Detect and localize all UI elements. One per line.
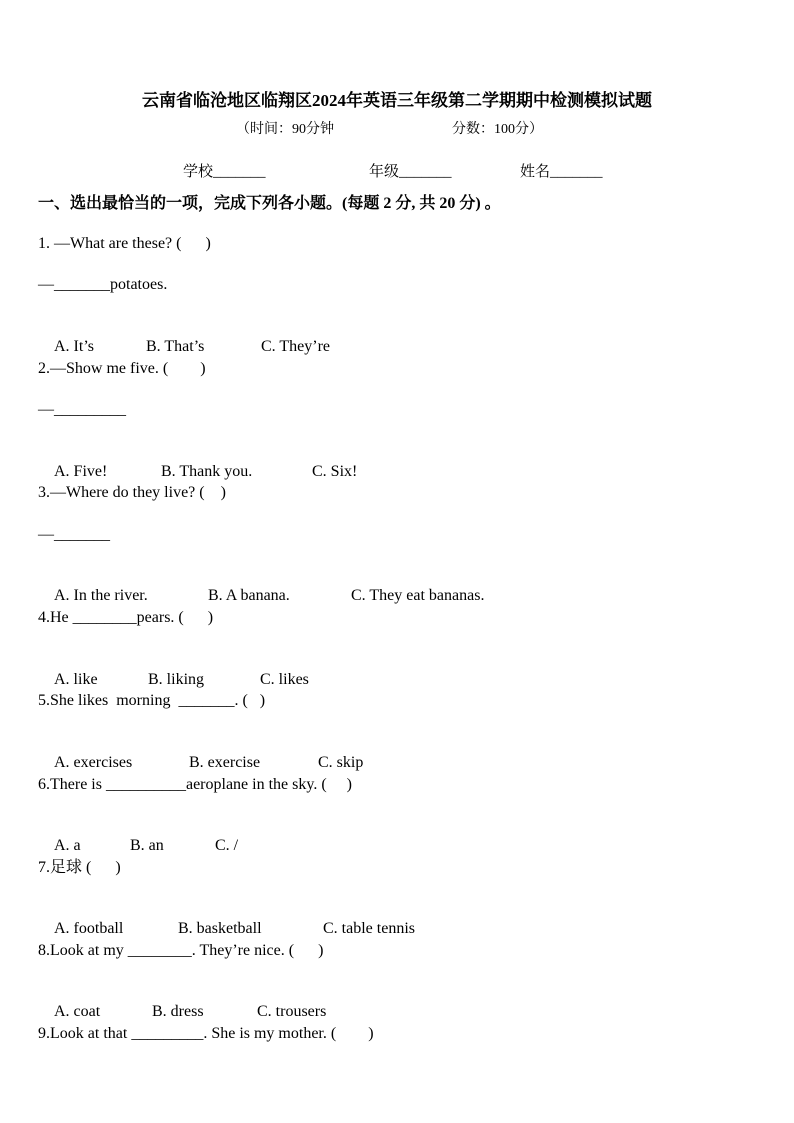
question-5-prompt: 5.She likes morning _______. ( ) xyxy=(38,692,266,709)
question-4-option-b[interactable]: B. liking xyxy=(148,671,205,688)
question-1-option-c[interactable]: C. They’re xyxy=(261,338,331,355)
question-6-option-c[interactable]: C. / xyxy=(215,837,239,854)
question-7-option-a[interactable]: A. football xyxy=(54,920,124,937)
question-5-option-c[interactable]: C. skip xyxy=(318,754,364,771)
name-field[interactable]: 姓名_______ xyxy=(520,164,603,180)
question-2-option-a[interactable]: A. Five! xyxy=(54,463,108,480)
question-3-option-a[interactable]: A. In the river. xyxy=(54,587,148,604)
question-7-prompt: 7.足球 ( ) xyxy=(38,859,121,876)
question-4-prompt: 4.He ________pears. ( ) xyxy=(38,609,214,626)
exam-time: （时间：90分钟 xyxy=(236,122,334,137)
question-2-prompt: 2.—Show me five. ( ) xyxy=(38,360,206,377)
question-8-option-b[interactable]: B. dress xyxy=(152,1003,204,1020)
question-3-option-c[interactable]: C. They eat bananas. xyxy=(351,587,485,604)
question-6-option-a[interactable]: A. a xyxy=(54,837,81,854)
question-8-prompt: 8.Look at my ________. They’re nice. ( ) xyxy=(38,942,324,959)
question-7-option-b[interactable]: B. basketball xyxy=(178,920,262,937)
question-1-option-b[interactable]: B. That’s xyxy=(146,338,205,355)
question-5-option-b[interactable]: B. exercise xyxy=(189,754,261,771)
question-8-option-a[interactable]: A. coat xyxy=(54,1003,101,1020)
exam-title: 云南省临沧地区临翔区2024年英语三年级第二学期期中检测模拟试题 xyxy=(142,91,652,110)
exam-score: 分数：100分） xyxy=(452,122,543,137)
question-1-option-a[interactable]: A. It’s xyxy=(54,338,94,355)
question-2-option-c[interactable]: C. Six! xyxy=(312,463,358,480)
question-6-option-b[interactable]: B. an xyxy=(130,837,164,854)
question-2-answer-line: —_________ xyxy=(38,401,126,418)
question-1-prompt: 1. —What are these? ( ) xyxy=(38,235,211,252)
grade-field[interactable]: 年级_______ xyxy=(369,164,452,180)
question-7-option-c[interactable]: C. table tennis xyxy=(323,920,415,937)
question-5-option-a[interactable]: A. exercises xyxy=(54,754,133,771)
question-3-answer-line: —_______ xyxy=(38,526,110,543)
question-1-answer-line: —_______potatoes. xyxy=(38,276,168,293)
question-4-option-a[interactable]: A. like xyxy=(54,671,98,688)
question-3-prompt: 3.—Where do they live? ( ) xyxy=(38,484,226,501)
question-8-option-c[interactable]: C. trousers xyxy=(257,1003,327,1020)
question-2-option-b[interactable]: B. Thank you. xyxy=(161,463,253,480)
question-6-prompt: 6.There is __________aeroplane in the sky. ( ) xyxy=(38,776,352,793)
section-1-heading: 一、选出最恰当的一项，完成下列各小题。(每题 2 分, 共 20 分) 。 xyxy=(38,195,501,212)
school-field[interactable]: 学校_______ xyxy=(183,164,266,180)
question-4-option-c[interactable]: C. likes xyxy=(260,671,309,688)
question-3-option-b[interactable]: B. A banana. xyxy=(208,587,290,604)
question-9-prompt: 9.Look at that _________. She is my mother. ( ) xyxy=(38,1025,374,1042)
